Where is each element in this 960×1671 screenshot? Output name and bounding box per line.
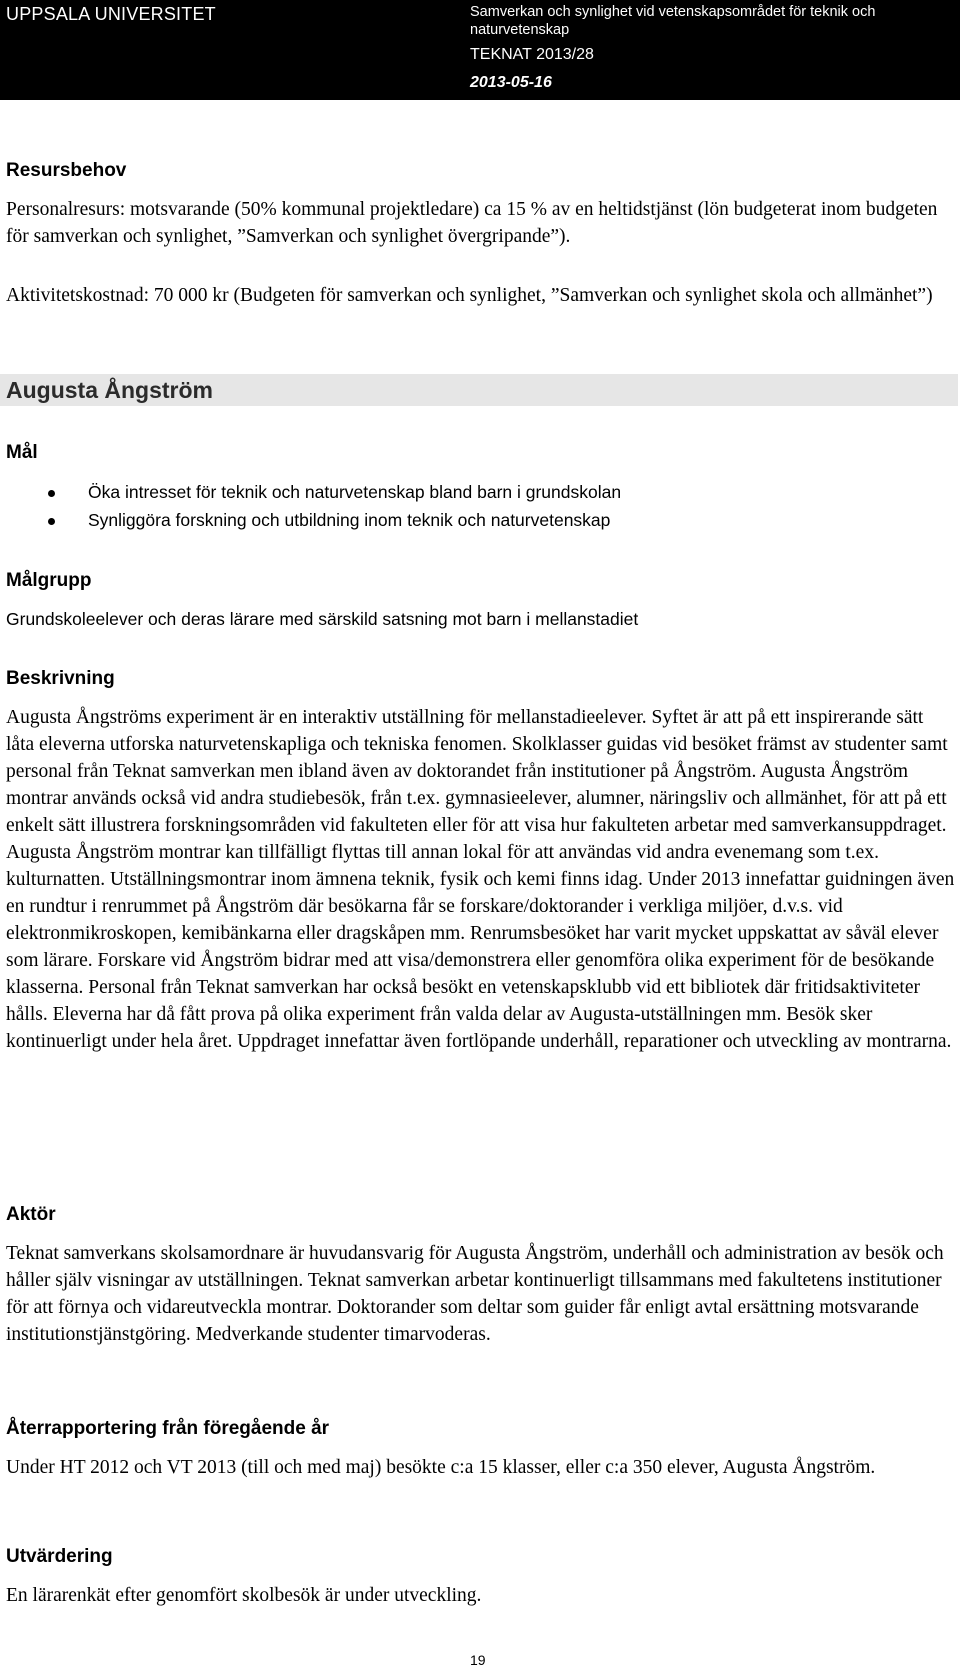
resursbehov-heading: Resursbehov [6,160,127,181]
list-item [48,506,621,534]
aterrapportering-heading: Återrapportering från föregående år [6,1418,330,1439]
section-title: Augusta Ångström [6,377,213,403]
utvardering-heading: Utvärdering [6,1546,113,1567]
document-title: Samverkan och synlighet vid vetenskapsområdet för teknik och naturvetenskap [470,4,876,38]
utvardering-paragraph: En lärarenkät efter genomfört skolbesök är under utveckling. [6,1585,482,1606]
beskrivning-heading: Beskrivning [6,668,115,689]
malgrupp-paragraph: Grundskoleelever och deras lärare med särskild satsning mot barn i mellanstadiet [6,609,639,629]
beskrivning-paragraph: Augusta Ångströms experiment är en interaktiv utställning för mellanstadieelever. Syftet är att på ett inspirerande sätt låta eleverna utforska naturvetenskapliga och tekniska fenomen. Skolklasser guidas vid besöket främst av studenter samt personal från Teknat samverkan men ibland även av doktorandet från institutioner på Ångström. Augusta Ångström montrar används också vid andra studiebesök, från t.ex. gymnasieelever, alumner, näringsliv och allmänhet, för att på ett enkelt sätt illustrera forskningsområden vid fakulteten eller för att visa hur fakulteten arbetar med samverkansuppdraget. Augusta Ångström montrar kan tillfälligt flyttas till annan lokal för att användas vid andra evenemang som t.ex. kulturnatten. Utställningsmontrar inom ämnena teknik, fysik och kemi finns idag. Under 2013 innefattar guidningen även en rundtur i renrummet på Ångström där besökarna får se forskare/doktorander i verkliga miljöer, d.v.s. vid elektronmikroskopen, kemibänkarna eller dragskåpen mm. Renrumsbesöket har varit mycket uppskattat av såväl elever som lärare. Forskare vid Ångström bidrar med att visa/demonstrera eller genomföra olika experiment för de besökande klasserna. Personal från Teknat samverkan har också besökt en vetenskapsklubb vid ett bibliotek där fritidsaktiviteter hålls. Eleverna har då fått prova på olika experiment från valda delar av Augusta-utställningen mm. Besök sker kontinuerligt under hela året. Uppdraget innefattar även fortlöpande underhåll, reparationer och utveckling av montrarna. [6,707,955,1052]
bullet-icon [48,518,55,525]
document-header [0,0,960,100]
page-number: 19 [470,1652,486,1668]
list-item-text: Synliggöra forskning och utbildning inom teknik och naturvetenskap [88,510,611,530]
university-name: UPPSALA UNIVERSITET [6,4,216,24]
personalresurs-paragraph: Personalresurs: motsvarande (50% kommunal projektledare) ca 15 % av en heltidstjänst (lön budgeterat inom budgeten för samverkan och synlighet, ”Samverkan och synlighet övergripande”). [6,199,938,247]
list-item-text: Öka intresset för teknik och naturvetenskap bland barn i grundskolan [88,482,622,502]
aterrapportering-paragraph: Under HT 2012 och VT 2013 (till och med maj) besökte c:a 15 klasser, eller c:a 350 elever, Augusta Ångström. [6,1457,876,1478]
document-date: 2013-05-16 [470,74,552,91]
malgrupp-heading: Målgrupp [6,570,92,591]
bullet-icon [48,490,55,497]
mal-heading: Mål [6,442,38,463]
aktor-heading: Aktör [6,1204,56,1225]
document-reference: TEKNAT 2013/28 [470,46,594,63]
aktor-paragraph: Teknat samverkans skolsamordnare är huvudansvarig för Augusta Ångström, underhåll och administration av besök och håller själv visningar av utställningen. Teknat samverkan arbetar kontinuerligt tillsammans med fakultetens institutioner för att förnya och vidareutveckla montrar. Doktorander som deltar som guider får enligt avtal ersättning motsvarande institutionstjänstgöring. Medverkande studenter timarvoderas. [6,1243,944,1345]
list-item [48,478,621,506]
mal-list [48,478,621,534]
aktivitetskostnad-paragraph: Aktivitetskostnad: 70 000 kr (Budgeten för samverkan och synlighet, ”Samverkan och synlighet skola och allmänhet”) [6,285,933,306]
section-heading-band [0,374,958,406]
